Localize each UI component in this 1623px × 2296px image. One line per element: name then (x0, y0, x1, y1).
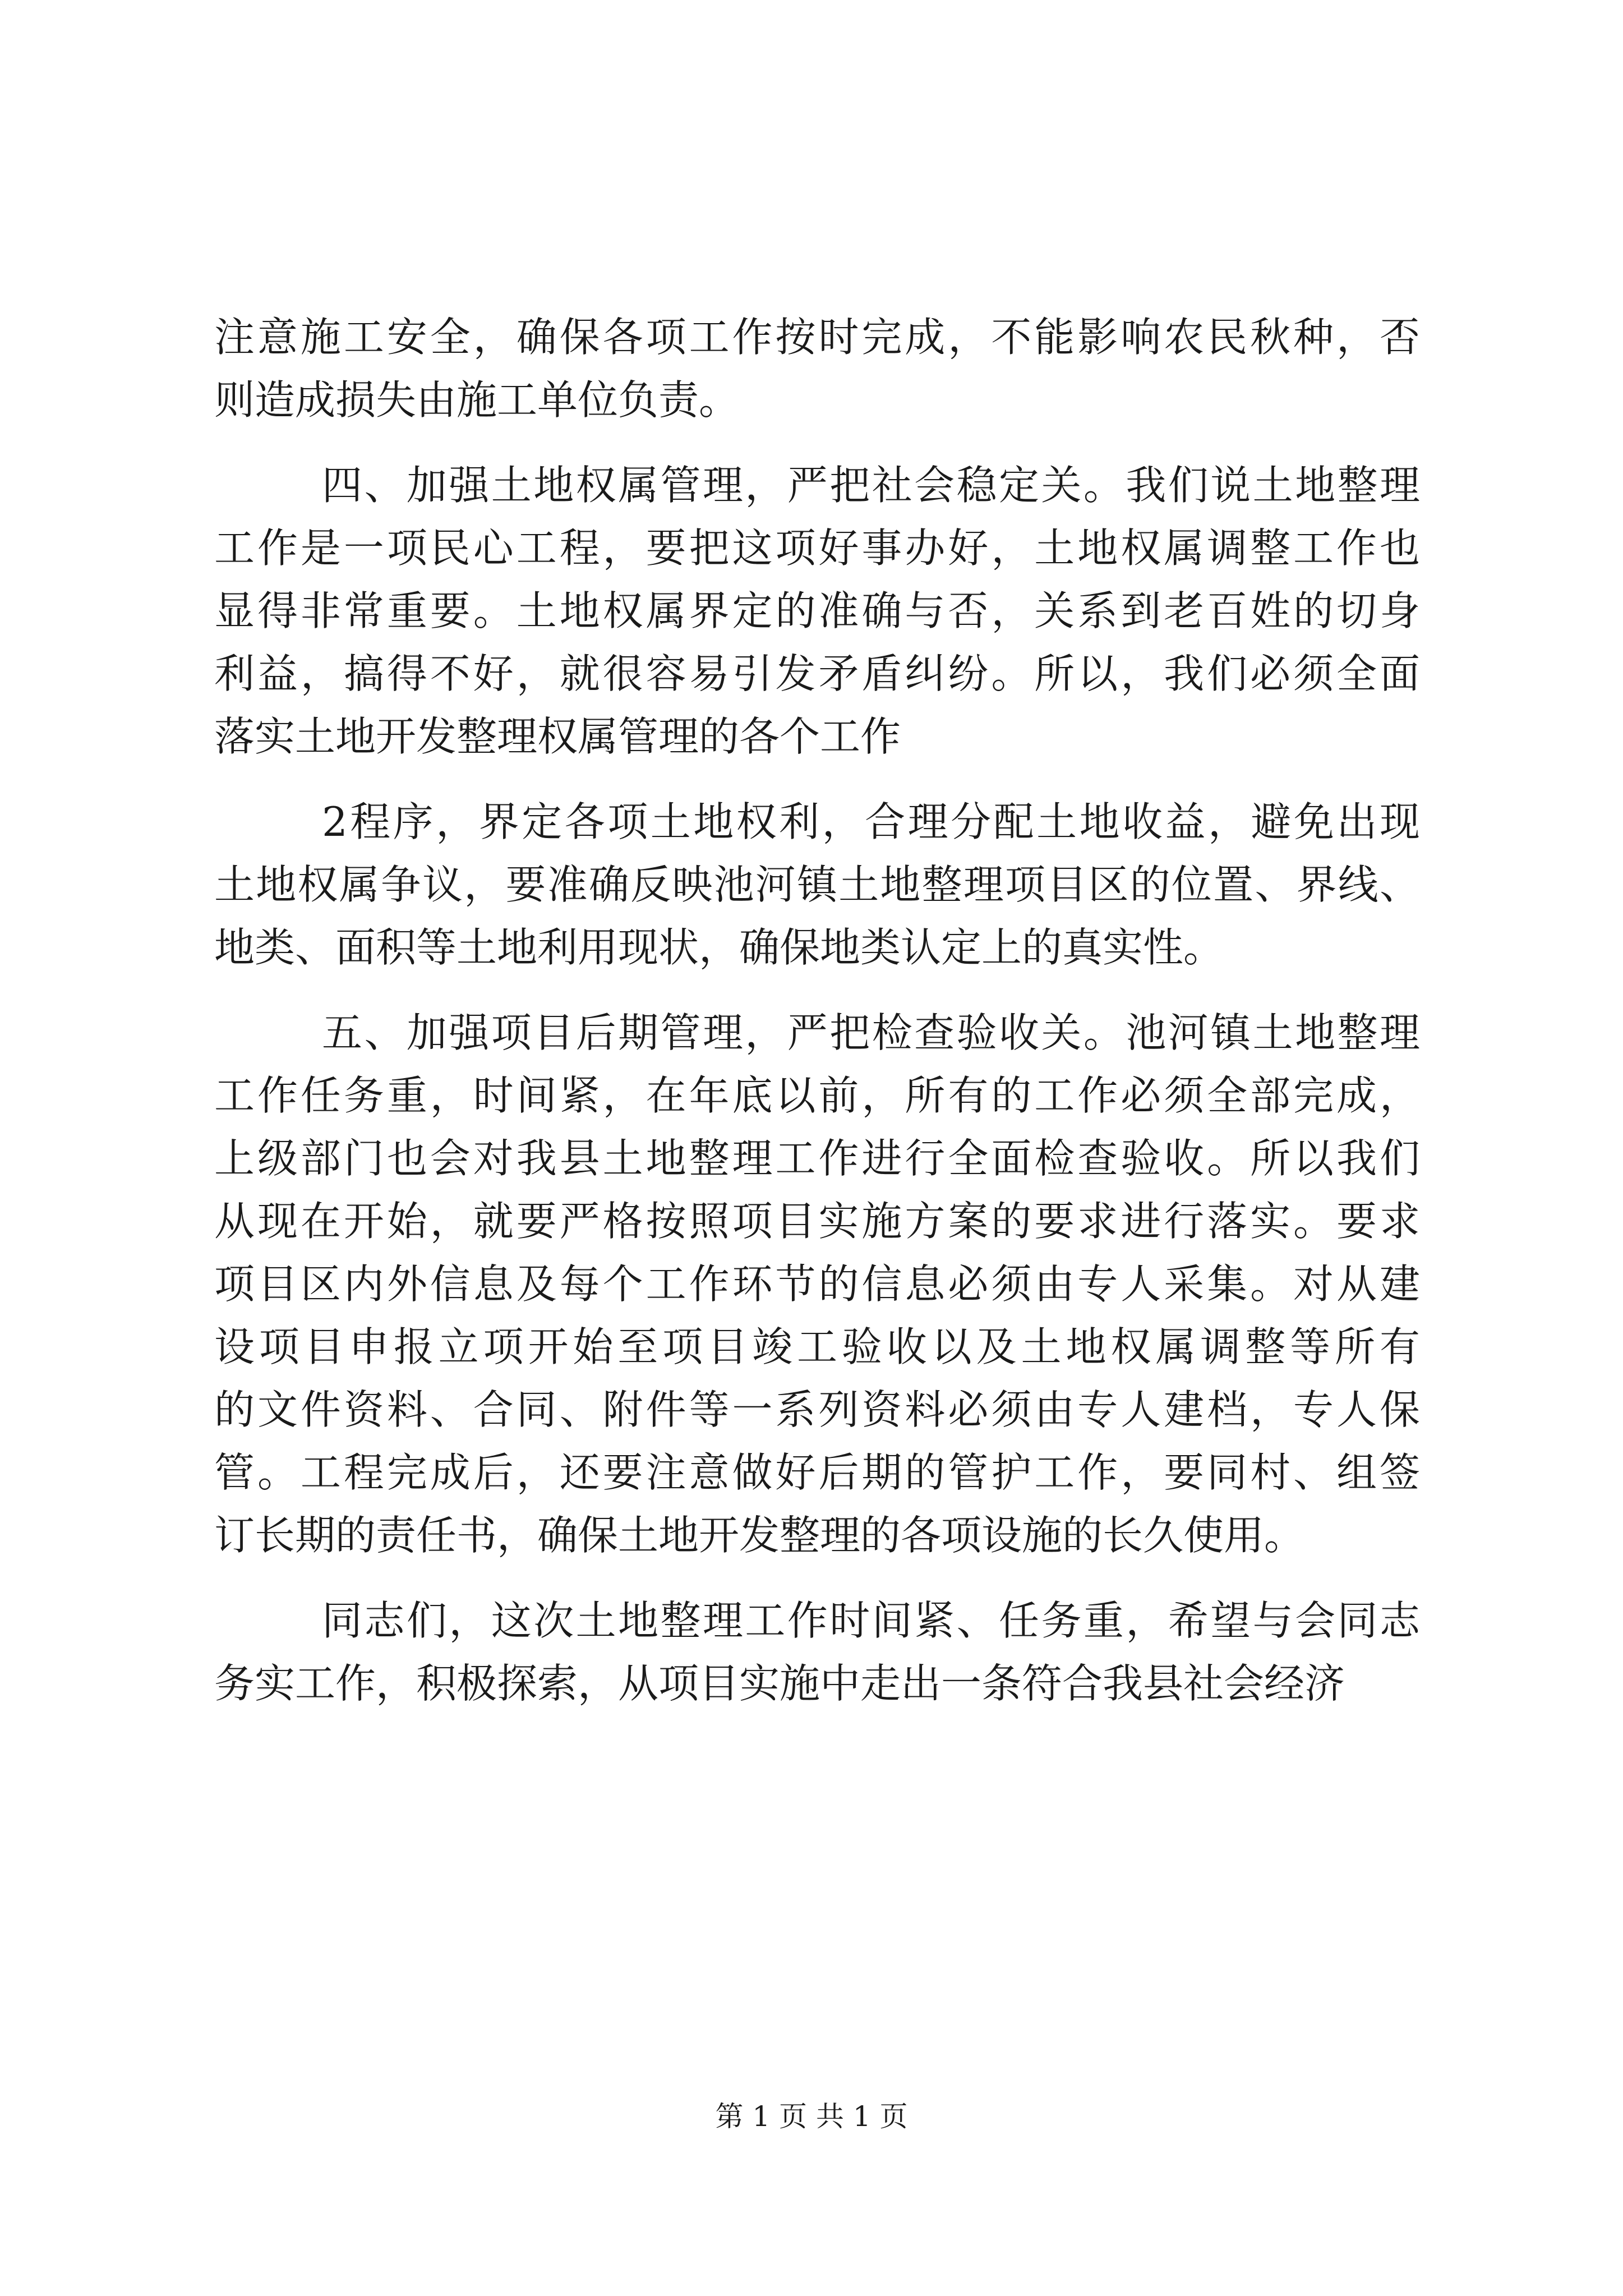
text-line: 上级部门也会对我县土地整理工作进行全面检查验收。所以我们 (214, 1135, 1420, 1182)
text-line: 从现在开始，就要严格按照项目实施方案的要求进行落实。要求 (214, 1198, 1420, 1245)
text-line: 落实土地开发整理权属管理的各个工作 (214, 713, 901, 760)
text-line: 利益，搞得不好，就很容易引发矛盾纠纷。所以，我们必须全面 (214, 650, 1420, 697)
paragraph (214, 1589, 1420, 1715)
text-line: 工作任务重，时间紧，在年底以前，所有的工作必须全部完成， (214, 1072, 1420, 1119)
text-line: 注意施工安全，确保各项工作按时完成，不能影响农民秋种，否 (214, 314, 1420, 361)
text-line: 的文件资料、合同、附件等一系列资料必须由专人建档，专人保 (214, 1386, 1420, 1433)
text-line: 工作是一项民心工程，要把这项好事办好，土地权属调整工作也 (214, 524, 1420, 572)
paragraph (214, 1001, 1420, 1567)
text-line: 设项目申报立项开始至项目竣工验收以及土地权属调整等所有 (214, 1323, 1420, 1370)
text-line: 显得非常重要。土地权属界定的准确与否，关系到老百姓的切身 (214, 587, 1420, 634)
text-line: 订长期的责任书，确保土地开发整理的各项设施的长久使用。 (214, 1512, 1305, 1559)
paragraph (214, 454, 1420, 768)
text-line: 土地权属争议，要准确反映池河镇土地整理项目区的位置、界线、 (214, 861, 1420, 908)
text-line: 五、加强项目后期管理，严把检查验收关。池河镇土地整理 (322, 1009, 1420, 1056)
text-line: 管。工程完成后，还要注意做好后期的管护工作，要同村、组签 (214, 1449, 1420, 1496)
document-body (214, 306, 1420, 1715)
paragraph (214, 306, 1420, 431)
text-line: 同志们，这次土地整理工作时间紧、任务重，希望与会同志 (322, 1597, 1420, 1644)
paragraph (214, 790, 1420, 979)
text-line: 项目区内外信息及每个工作环节的信息必须由专人采集。对从建 (214, 1260, 1420, 1308)
text-line: 2程序，界定各项土地权利，合理分配土地收益，避免出现 (322, 798, 1420, 845)
text-line: 则造成损失由施工单位负责。 (214, 376, 740, 424)
page-footer: 第 1 页 共 1 页 (715, 2100, 908, 2133)
text-line: 地类、面积等土地利用现状，确保地类认定上的真实性。 (214, 924, 1224, 971)
text-line: 四、加强土地权属管理，严把社会稳定关。我们说土地整理 (322, 462, 1420, 509)
text-line: 务实工作，积极探索，从项目实施中走出一条符合我县社会经济 (214, 1660, 1345, 1707)
